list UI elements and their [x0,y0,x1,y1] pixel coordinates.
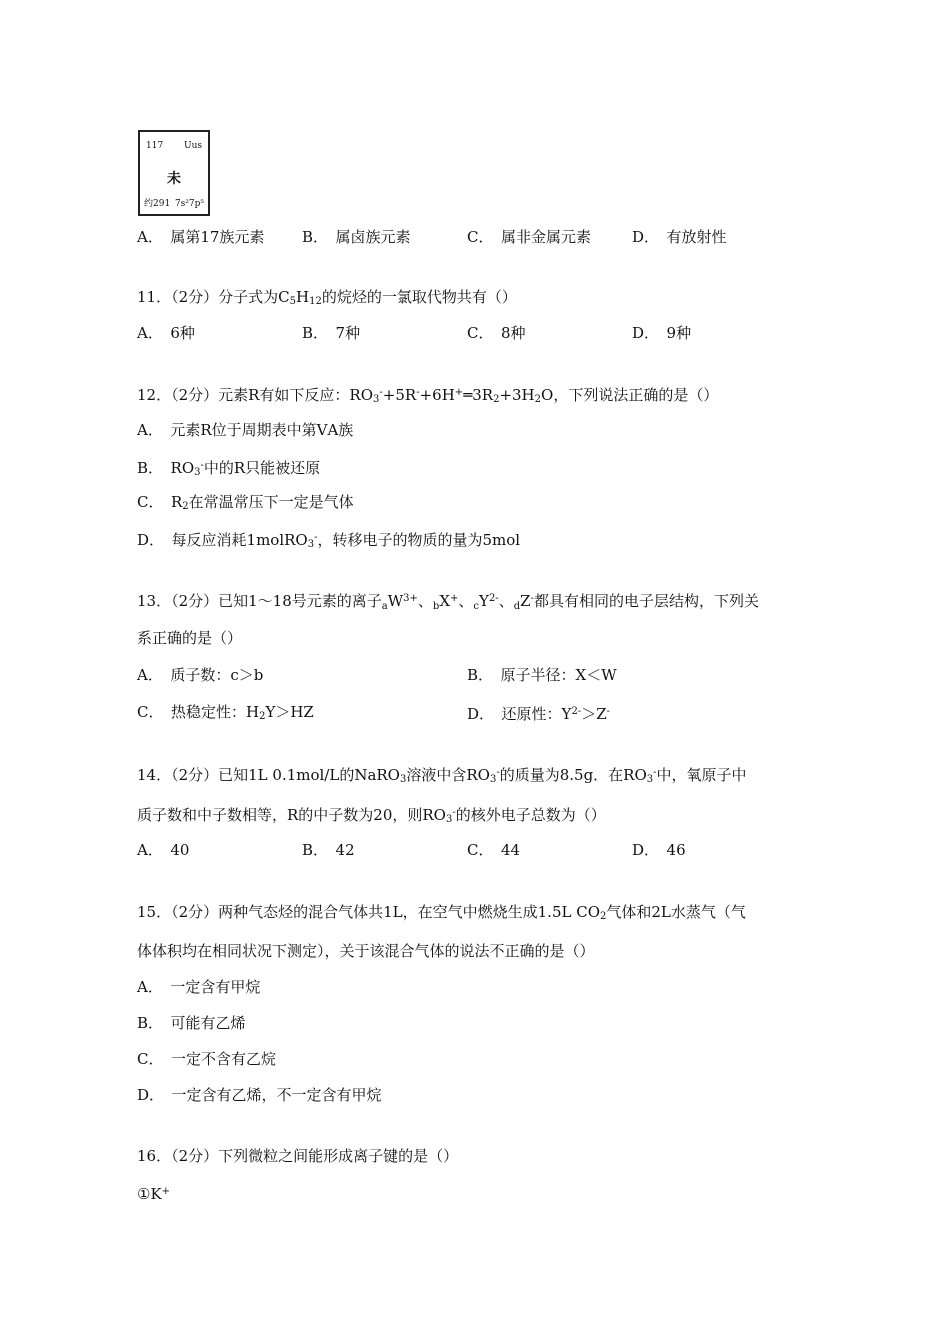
q13-option-b: B． 原子半径：X＜W [467,666,617,684]
q13-stem-line2: 系正确的是（） [137,629,243,647]
q11-option-b: B． 7种 [302,324,361,342]
q12-option-c: C． $R_2$在常温常压下一定是气体 [137,493,354,512]
q15-option-b: B． 可能有乙烯 [137,1014,246,1032]
q12-option-a: A． 元素R位于周期表中第ⅤA族 [137,421,354,439]
element-symbol: Uus [184,141,202,151]
q15-option-d: D． 一定含有乙烯，不一定含有甲烷 [137,1086,382,1104]
q10-option-b: B． 属卤族元素 [302,228,411,246]
q10-option-d: D． 有放射性 [632,228,727,246]
q14-stem: 14．（2分）已知1L 0.1mol/L的NaRO$_3$溶液中含$RO_3^-$的质量为8.5g．在$RO_3^-$中，氧原子中 [137,766,747,785]
q13-stem: 13．（2分）已知1～18号元素的离子$_aW^{3+}$、$_b$X+、$_cY^{2-}$、$_d$Z-都具有相同的电子层结构，下列关 [137,592,759,612]
q15-option-a: A． 一定含有甲烷 [137,978,261,996]
q14-stem-line2: 质子数和中子数相等，R的中子数为20，则$RO_3^-$的核外电子总数为（） [137,806,606,825]
q12-stem: 12．（2分）元素R有如下反应：$RO_3^-+5R^-+6H^+═3R_2+3H_2O$，下列说法正确的是（） [137,386,719,405]
element-tile-image [138,130,210,216]
q12-option-b: B． $RO_3^-$中的R只能被还原 [137,459,321,478]
q15-stem: 15．（2分）两种气态烃的混合气体共1L，在空气中燃烧生成1.5L $CO_2$气体和2L水蒸气（气 [137,903,746,922]
q10-option-a: A． 属第17族元素 [137,228,265,246]
q13-option-c: C． 热稳定性：$H_2Y>HZ$ [137,703,314,722]
q15-stem-line2: 体体积均在相同状况下测定），关于该混合气体的说法不正确的是（） [137,942,595,960]
q14-option-c: C． 44 [467,841,521,859]
q14-option-d: D． 46 [632,841,686,859]
q16-stem: 16．（2分）下列微粒之间能形成离子键的是（） [137,1147,459,1165]
q11-stem: 11．（2分）分子式为$C_5H_{12}$的烷烃的一氯取代物共有（） [137,288,517,307]
electron-config: 7s²7p⁵ [174,199,204,209]
q14-option-b: B． 42 [302,841,355,859]
atomic-mass: 约291 [144,199,171,209]
q16-item-1: ①K+ [137,1185,171,1203]
q10-option-c: C． 属非金属元素 [467,228,591,246]
q11-option-a: A． 6种 [137,324,195,342]
q14-option-a: A． 40 [137,841,190,859]
q13-option-d: D． 还原性：$Y^{2-}>Z^-$ [467,705,611,723]
atomic-number: 117 [146,141,164,151]
q11-option-d: D． 9种 [632,324,692,342]
q15-option-c: C． 一定不含有乙烷 [137,1050,276,1068]
q13-option-a: A． 质子数：c＞b [137,666,264,684]
element-name: 未 [167,171,181,187]
q12-option-d: D． 每反应消耗1molRO$_3$-，转移电子的物质的量为5mol [137,531,521,550]
q11-option-c: C． 8种 [467,324,526,342]
